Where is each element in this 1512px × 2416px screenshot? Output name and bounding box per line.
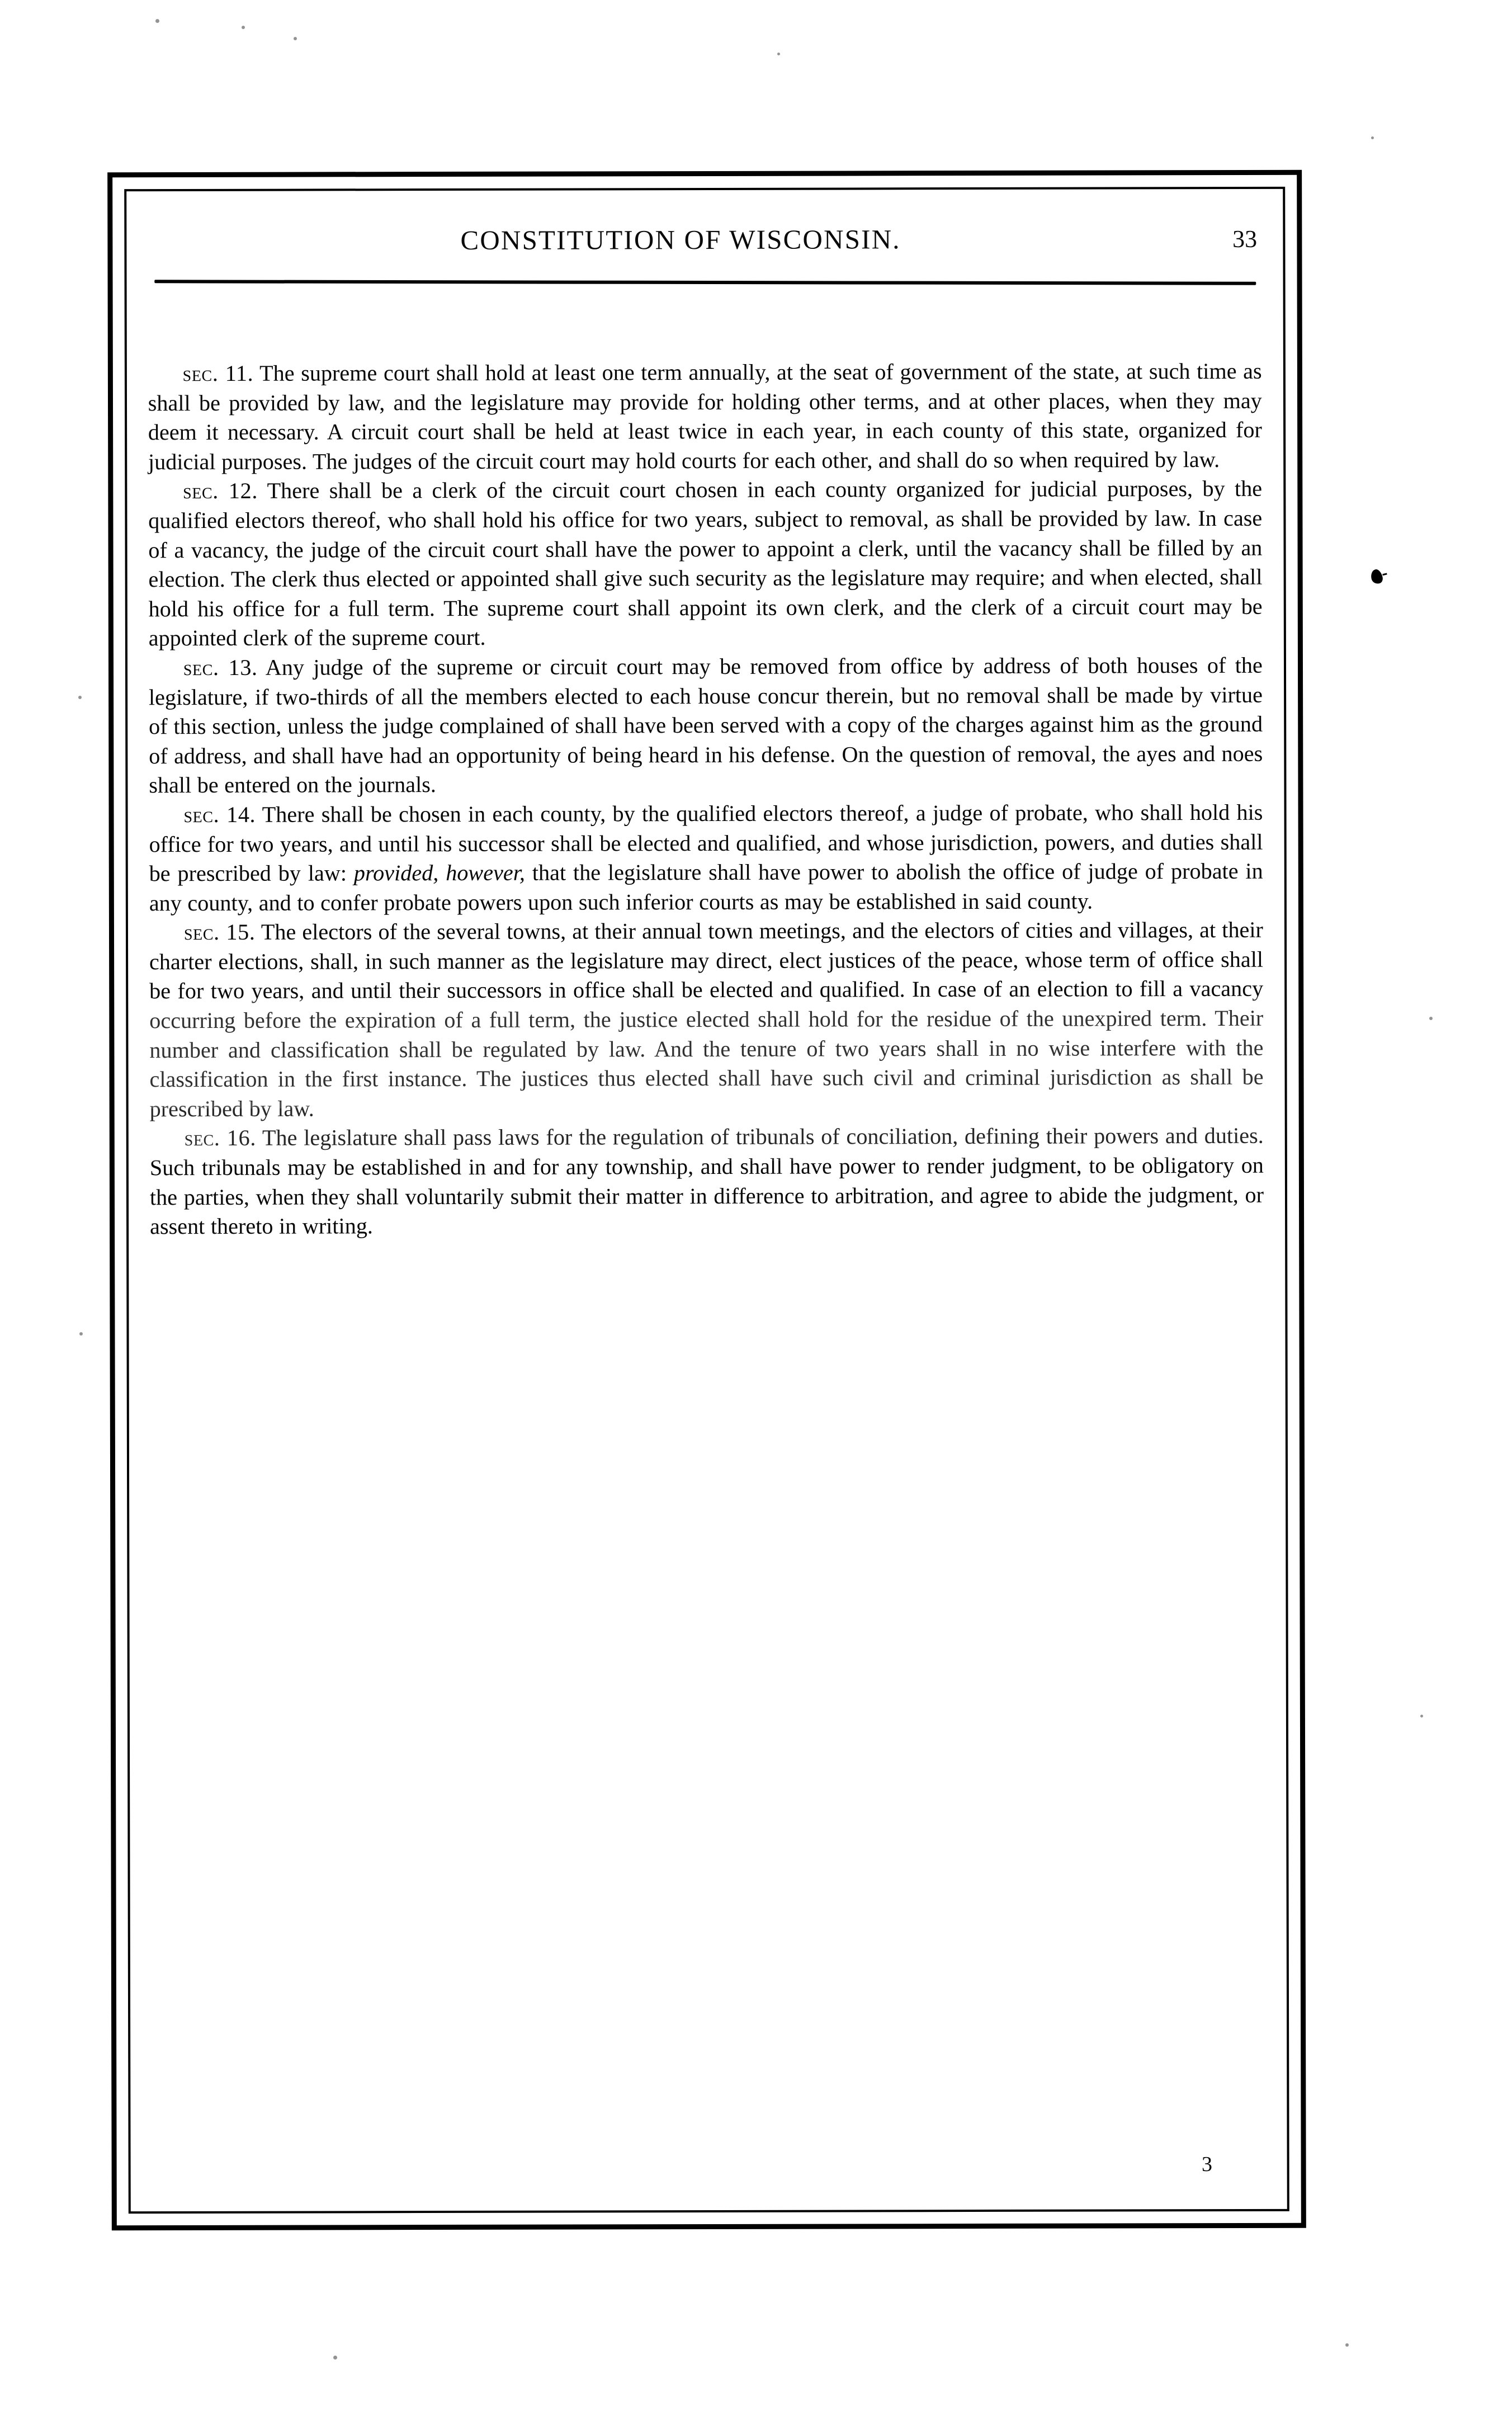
header-horizontal-rule [154,280,1256,285]
paper-speck [78,696,82,699]
paper-speck [242,26,245,29]
section-paragraph-11 [148,357,1262,477]
page-content-column [148,207,1266,2194]
paper-speck [1420,1715,1423,1717]
page-number: 33 [1232,225,1258,253]
paper-speck [1371,136,1374,139]
signature-mark: 3 [1201,2152,1212,2176]
section-label-16: sec. 16. [184,1125,256,1151]
paper-speck [1345,2343,1349,2347]
paper-speck [79,1332,83,1336]
section-label-12: sec. 12. [183,478,258,504]
section-body-11: The supreme court shall hold at least one term annually, at the seat of government of the state, at such time as shall be provided by law, and the legislature may provide for holding other terms, and at other places, when they may deem it necessary. A circuit court shall be held at least twice in each year, in each county of this state, organized for judicial purposes. The judges of the circuit court may hold courts for each other, and shall do so when required by law. [148,358,1262,475]
body-text-block [148,357,1264,1242]
section-body-16: The legislature shall pass laws for the regulation of tribunals of conciliation, defining their powers and duties. Such tribunals may be established in and for any township, and shall have power to render judgment, to be obligatory on the parties, when they shall voluntarily submit their matter in difference to arbitration, and agree to abide the judgment, or assent thereto in writing. [149,1123,1264,1239]
margin-ink-blot [1369,568,1384,585]
section-label-15: sec. 15. [183,919,256,945]
faded-ink-band [148,1672,1268,1759]
paper-speck [1429,1017,1433,1020]
section-body-13: Any judge of the supreme or circuit court may be removed from office by address of both houses of the legislature, if two-thirds of all the members elected to each house concur therein, but no removal shall be made by virtue of this section, unless the judge complained of shall have been served with a copy of the charges against him as the ground of address, and shall have had an opportunity of being heard in his defense. On the question of removal, the ayes and noes shall be entered on the journals. [148,652,1263,798]
section-paragraph-13 [149,651,1263,800]
running-head [148,207,1261,277]
section-body-12: There shall be a clerk of the circuit court chosen in each county organized for judicial purposes, by the qualified electors thereof, who shall hold his office for two years, subject to removal, as shall be provided by law. In case of a vacancy, the judge of the circuit court shall have the power to appoint a clerk, until the vacancy shall be filled by an election. The clerk thus elected or appointed shall give such security as the legislature may require; and when elected, shall hold his office for a full term. The supreme court shall appoint its own clerk, and the clerk of a circuit court may be appointed clerk of the supreme court. [148,476,1263,651]
paper-speck [294,37,297,40]
section-paragraph-15 [149,916,1264,1124]
section-paragraph-14 [149,798,1263,918]
paper-speck [777,53,780,55]
section-body-14-before-proviso: There shall be chosen in each county, by the qualified electors thereof, a judge of probate, who shall hold his office for two years, and until his successor shall be elected and qualified, and whose jurisdiction, powers, and duties shall be prescribed by law: [149,799,1263,886]
section-label-14: sec. 14. [183,801,256,828]
section-paragraph-16 [150,1121,1264,1242]
section-body-15: The electors of the several towns, at their annual town meetings, and the electors of cities and villages, at their charter elections, shall, in such manner as the legislature may direct, elect justices of the peace, whose term of office shall be for two years, and until their successors in office shall be elected and qualified. In case of an election to fill a vacancy occurring before the expiration of a full term, the justice elected shall hold for the residue of the unexpired term. Their number and classification shall be regulated by law. And the tenure of two years shall in no wise interfere with the classification in the first instance. The justices thus elected shall have such civil and criminal jurisdiction as shall be prescribed by law. [149,917,1264,1122]
paper-speck [155,19,159,23]
proviso-italic-phrase: provided, however, [353,860,526,886]
paper-speck [333,2356,337,2360]
section-paragraph-12 [148,474,1263,653]
section-label-13: sec. 13. [183,654,258,681]
section-body-14-after-proviso: that the legislature shall have power to abolish the office of judge of probate in any county, and to confer probate powers upon such inferior courts as may be established in said county. [149,858,1263,916]
section-label-11: sec. 11. [182,360,254,386]
page-title: CONSTITUTION OF WISCONSIN. [460,224,901,256]
